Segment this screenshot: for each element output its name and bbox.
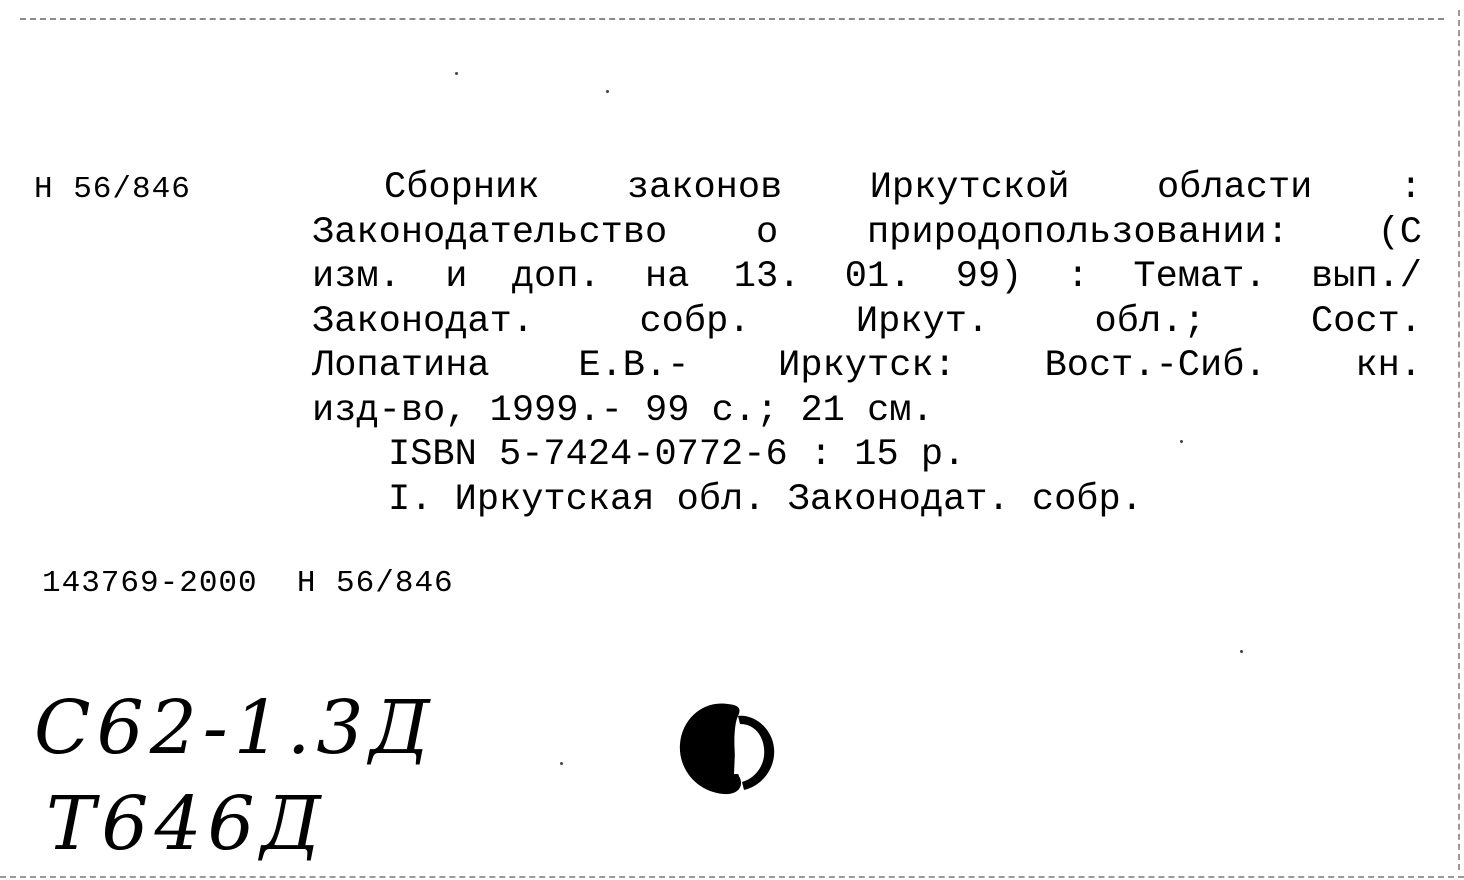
shelf-mark: Н 56/846	[34, 172, 191, 207]
isbn-line: ISBN 5-7424-0772-6 : 15 р.	[388, 434, 966, 476]
scan-speck	[455, 72, 458, 75]
inventory-number: 143769-2000 Н 56/846	[42, 566, 454, 601]
punch-hole-mark	[674, 698, 782, 798]
scan-speck	[606, 90, 609, 93]
scan-edge-top	[20, 18, 1444, 20]
handwritten-author-mark: Т646Д	[46, 781, 327, 867]
scan-speck	[1240, 650, 1243, 653]
handwritten-classification-code: C62-1.3Д	[34, 685, 436, 771]
scan-edge-bottom	[0, 876, 1464, 878]
bibliographic-description	[312, 166, 1422, 522]
description-line: Законодательство о природопользовании: (С	[312, 211, 1422, 254]
description-line: Сборник законов Иркутской области :	[384, 167, 1422, 209]
scan-edge-right	[1458, 10, 1460, 870]
subject-heading-line: I. Иркутская обл. Законодат. собр.	[388, 478, 1143, 521]
scan-speck	[560, 762, 563, 765]
description-line: изд-во, 1999.- 99 с.; 21 см.	[312, 389, 934, 432]
description-line: Лопатина Е.В.- Иркутск: Вост.-Сиб. кн.	[312, 345, 1422, 387]
description-line: изм. и доп. на 13. 01. 99) : Темат. вып./	[312, 256, 1422, 298]
description-line: Законодат. собр. Иркут. обл.; Сост.	[312, 300, 1422, 343]
